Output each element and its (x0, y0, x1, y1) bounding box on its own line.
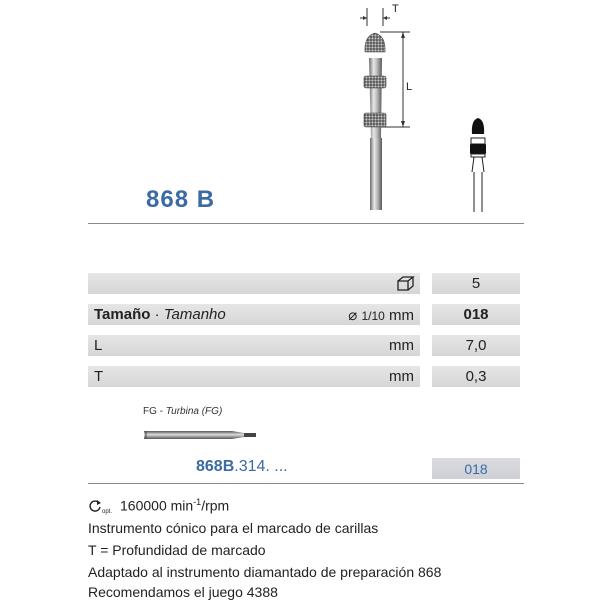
divider-top (88, 223, 524, 224)
size-value: 018 (432, 304, 520, 325)
order-size: 018 (432, 458, 520, 479)
product-code-title: 868 B (146, 186, 216, 213)
speed-line: opt. 160000 $\min^{-1}$/rpm (88, 497, 229, 515)
shank-type-label: FG - Turbina (FG) (143, 406, 223, 417)
size-row (88, 304, 420, 325)
size-unit: ⌀ 1/10 mm (348, 307, 414, 324)
fraction-unit: 1/10 (361, 309, 385, 323)
order-code: 868B.314. ... (196, 458, 288, 475)
bur-illustration (340, 0, 440, 215)
length-value: 7,0 (432, 335, 520, 356)
dimension-t-label: T (392, 3, 399, 15)
speed-opt: opt. (102, 508, 113, 515)
note-line-4: Recomendamos el juego 4388 (88, 584, 278, 600)
length-row (88, 335, 420, 356)
diameter-icon: ⌀ (348, 307, 358, 324)
note-line-2: T = Profundidad de marcado (88, 542, 266, 558)
divider-bottom (88, 483, 524, 484)
fg-shank-icon (140, 428, 270, 442)
pack-quantity: 5 (432, 273, 520, 294)
depth-unit: mm (389, 368, 414, 385)
length-label: L (94, 337, 103, 354)
note-line-1: Instrumento cónico para el marcado de carillas (88, 520, 379, 536)
size-label: Tamaño · Tamanho (94, 306, 226, 323)
package-icon (396, 275, 416, 292)
length-unit: mm (389, 337, 414, 354)
bur-schematic (460, 112, 496, 214)
depth-value: 0,3 (432, 366, 520, 387)
pack-row (88, 273, 420, 294)
rotation-icon (88, 499, 102, 513)
depth-label: T (94, 368, 104, 385)
dimension-l-label: L (406, 81, 413, 93)
depth-row (88, 366, 420, 387)
note-line-3: Adaptado al instrumento diamantado de preparación 868 (88, 564, 442, 580)
